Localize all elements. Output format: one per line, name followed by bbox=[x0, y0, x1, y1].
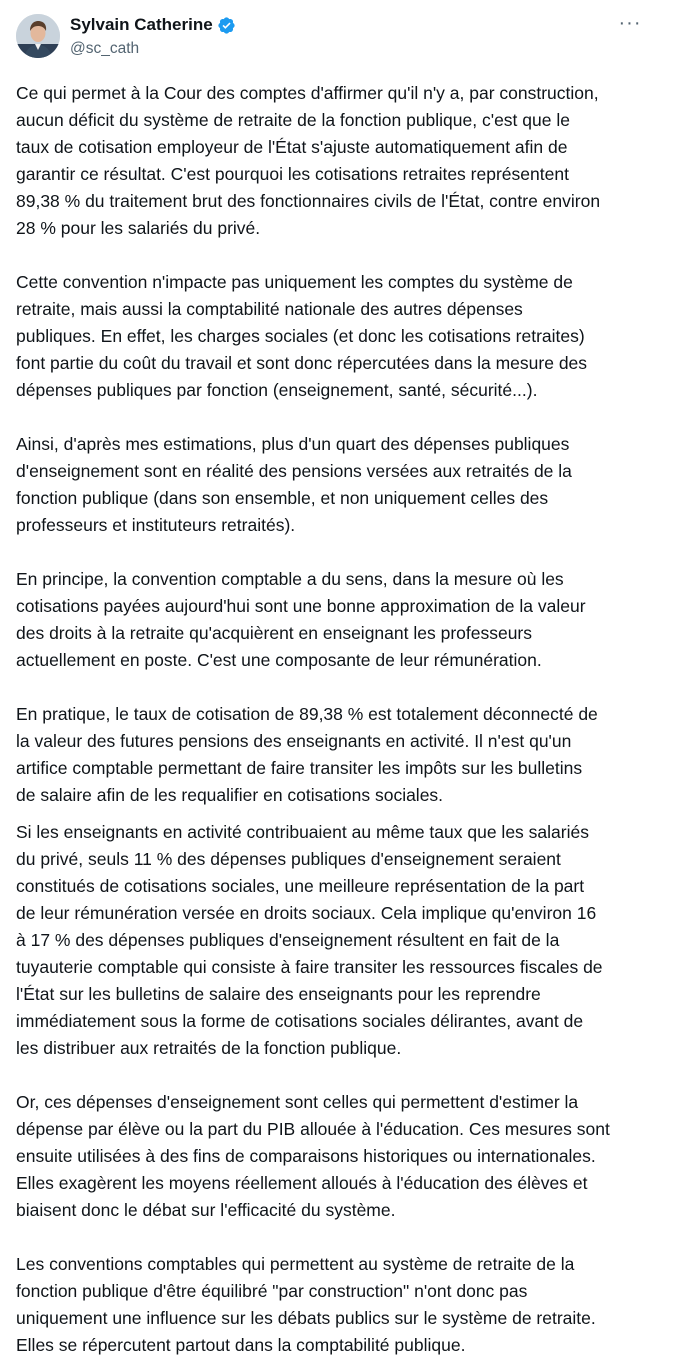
paragraph-spacer bbox=[16, 674, 666, 701]
paragraph-spacer bbox=[16, 809, 666, 819]
paragraph-spacer bbox=[16, 404, 666, 431]
paragraph-spacer bbox=[16, 242, 666, 269]
tweet-paragraph-4: En principe, la convention comptable a du sens, dans la mesure où les cotisations payées aujourd'hui sont une bonne approximation de la valeur des droits à la retraite qu'acquièrent en enseignant les professeurs actuellement en poste. C'est une composante de leur rémunération. bbox=[16, 569, 586, 670]
verified-badge-icon bbox=[217, 16, 236, 35]
tweet-paragraph-1: Ce qui permet à la Cour des comptes d'affirmer qu'il n'y a, par construction, aucun déficit du système de retraite de la fonction publique, c'est que le taux de cotisation employeur de l'État s'ajuste automatiquement afin de garantir ce résultat. C'est pourquoi les cotisations retraites représentent 89,38 % du traitement brut des fonctionnaires civils de l'État, contre environ 28 % pour les salariés du privé. bbox=[16, 83, 601, 238]
more-options-icon[interactable]: ··· bbox=[618, 12, 642, 34]
paragraph-spacer bbox=[16, 1224, 666, 1251]
tweet-paragraph-6: Si les enseignants en activité contribuaient au même taux que les salariés du privé, seuls 11 % des dépenses publiques d'enseignement seraient constitués de cotisations sociales, une meilleure représentation de la part de leur rémunération versée en droits sociaux. Cela implique qu'environ 16 à 17 % des dépenses publiques d'enseignement résultent en fait de la tuyauterie comptable qui consiste à faire transiter les ressources fiscales de l'État sur les bulletins de salaire des enseignants pour les reprendre immédiatement sous la forme de cotisations sociales délirantes, avant de les distribuer aux retraités de la fonction publique. bbox=[16, 822, 603, 1058]
author-display-name[interactable]: Sylvain Catherine bbox=[70, 15, 213, 34]
tweet-paragraph-3: Ainsi, d'après mes estimations, plus d'un quart des dépenses publiques d'enseignement sont en réalité des pensions versées aux retraités de la fonction publique (dans son ensemble, et non uniquement celles des professeurs et instituteurs retraités). bbox=[16, 434, 572, 535]
tweet-paragraph-7: Or, ces dépenses d'enseignement sont celles qui permettent d'estimer la dépense par élève ou la part du PIB allouée à l'éducation. Ces mesures sont ensuite utilisées à des fins de comparaisons historiques ou internationales. Elles exagèrent les moyens réellement alloués à l'éducation des élèves et biaisent donc le débat sur l'efficacité du système. bbox=[16, 1092, 610, 1220]
tweet-paragraph-8: Les conventions comptables qui permettent au système de retraite de la fonction publique d'être équilibré "par construction" n'ont donc pas uniquement une influence sur les débats publics sur le système de retraite. Elles se répercutent partout dans la comptabilité publique. bbox=[16, 1254, 596, 1355]
author-name-row bbox=[70, 15, 236, 35]
tweet-header bbox=[0, 0, 684, 70]
paragraph-spacer bbox=[16, 1062, 666, 1089]
paragraph-spacer bbox=[16, 539, 666, 566]
profile-photo-icon bbox=[16, 14, 60, 58]
avatar[interactable] bbox=[16, 14, 60, 58]
tweet-paragraph-5: En pratique, le taux de cotisation de 89,38 % est totalement déconnecté de la valeur des futures pensions des enseignants en activité. Il n'est qu'un artifice comptable permettant de faire transiter les impôts sur les bulletins de salaire afin de les requalifier en cotisations sociales. bbox=[16, 704, 598, 805]
author-handle[interactable]: @sc_cath bbox=[70, 40, 140, 57]
tweet-paragraph-2: Cette convention n'impacte pas uniquement les comptes du système de retraite, mais aussi la comptabilité nationale des autres dépenses publiques. En effet, les charges sociales (et donc les cotisations retraites) font partie du coût du travail et sont donc répercutées dans la mesure des dépenses publiques par fonction (enseignement, santé, sécurité...). bbox=[16, 272, 588, 400]
tweet-text bbox=[16, 80, 666, 1359]
